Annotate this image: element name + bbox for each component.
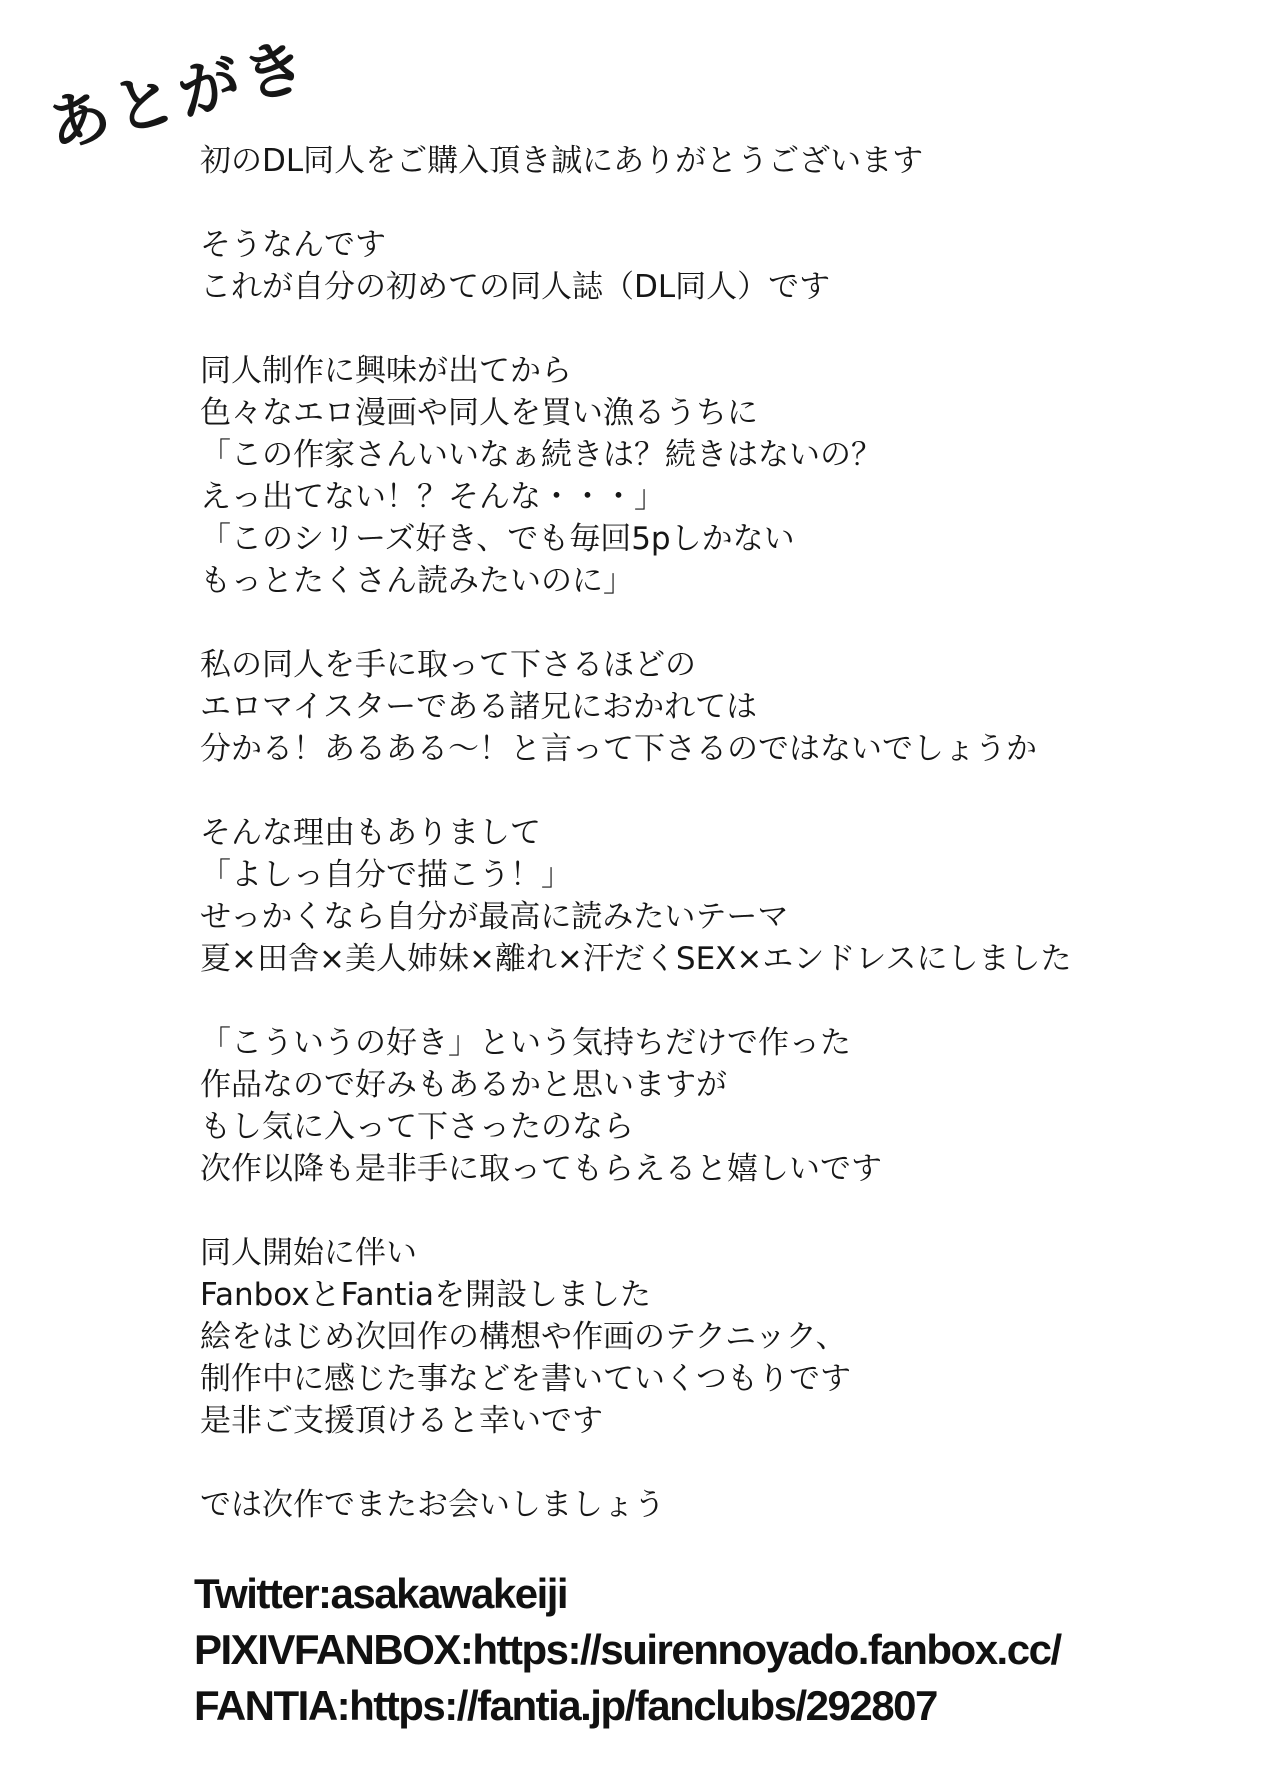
pixiv-fanbox-url: PIXIVFANBOX:https://suirennoyado.fanbox.cc/ xyxy=(194,1626,1061,1673)
afterword-text xyxy=(200,140,1071,1526)
paragraph-fanbox-fantia xyxy=(200,1232,1071,1442)
paragraph-motivation xyxy=(200,350,1071,602)
text-line: 同人開始に伴い xyxy=(200,1235,417,1271)
text-line: 初のDL同人をご購入頂き誠にありがとうございます xyxy=(200,143,924,179)
text-line: せっかくなら自分が最高に読みたいテーマ xyxy=(200,899,789,935)
text-line: 同人制作に興味が出てから xyxy=(200,353,572,389)
text-line: 絵をはじめ次回作の構想や作画のテクニック、 xyxy=(200,1319,847,1355)
text-line: もし気に入って下さったのなら xyxy=(200,1109,634,1145)
paragraph-readers xyxy=(200,644,1071,770)
text-line: 「このシリーズ好き、でも毎回5pしかない xyxy=(200,521,795,557)
text-line: 「この作家さんいいなぁ続きは？続きはないの？ xyxy=(200,437,882,473)
text-line: えっ出てない！？そんな・・・」 xyxy=(200,479,665,515)
paragraph-thanks xyxy=(200,140,1071,182)
page-title: あとがき xyxy=(40,27,319,163)
text-line: そんな理由もありまして xyxy=(200,815,541,851)
paragraph-theme xyxy=(200,812,1071,980)
text-line: 夏×田舎×美人姉妹×離れ×汗だくSEX×エンドレスにしました xyxy=(200,941,1072,977)
text-line: FanboxとFantiaを開設しました xyxy=(200,1277,652,1313)
text-line: 色々なエロ漫画や同人を買い漁るうちに xyxy=(200,395,758,431)
text-line: これが自分の初めての同人誌（DL同人）です xyxy=(200,269,831,305)
text-line: では次作でまたお会いしましょう xyxy=(200,1487,665,1523)
twitter-handle: Twitter:asakawakeiji xyxy=(194,1570,568,1617)
contact-links xyxy=(194,1566,1061,1734)
text-line: もっとたくさん読みたいのに」 xyxy=(200,563,634,599)
text-line: 制作中に感じた事などを書いていくつもりです xyxy=(200,1361,851,1397)
text-line: 「よしっ自分で描こう！」 xyxy=(200,857,572,893)
text-line: 作品なので好みもあるかと思いますが xyxy=(200,1067,727,1103)
text-line: 分かる！あるある～！と言って下さるのではないでしょうか xyxy=(200,731,1037,767)
paragraph-hope xyxy=(200,1022,1071,1190)
paragraph-first-doujin xyxy=(200,224,1071,308)
text-line: 「こういうの好き」という気持ちだけで作った xyxy=(200,1025,851,1061)
text-line: 私の同人を手に取って下さるほどの xyxy=(200,647,696,683)
text-line: 次作以降も是非手に取ってもらえると嬉しいです xyxy=(200,1151,882,1187)
paragraph-farewell xyxy=(200,1484,1071,1526)
fantia-url: FANTIA:https://fantia.jp/fanclubs/292807 xyxy=(194,1682,937,1729)
text-line: そうなんです xyxy=(200,227,386,263)
text-line: エロマイスターである諸兄におかれては xyxy=(200,689,758,725)
text-line: 是非ご支援頂けると幸いです xyxy=(200,1403,603,1439)
